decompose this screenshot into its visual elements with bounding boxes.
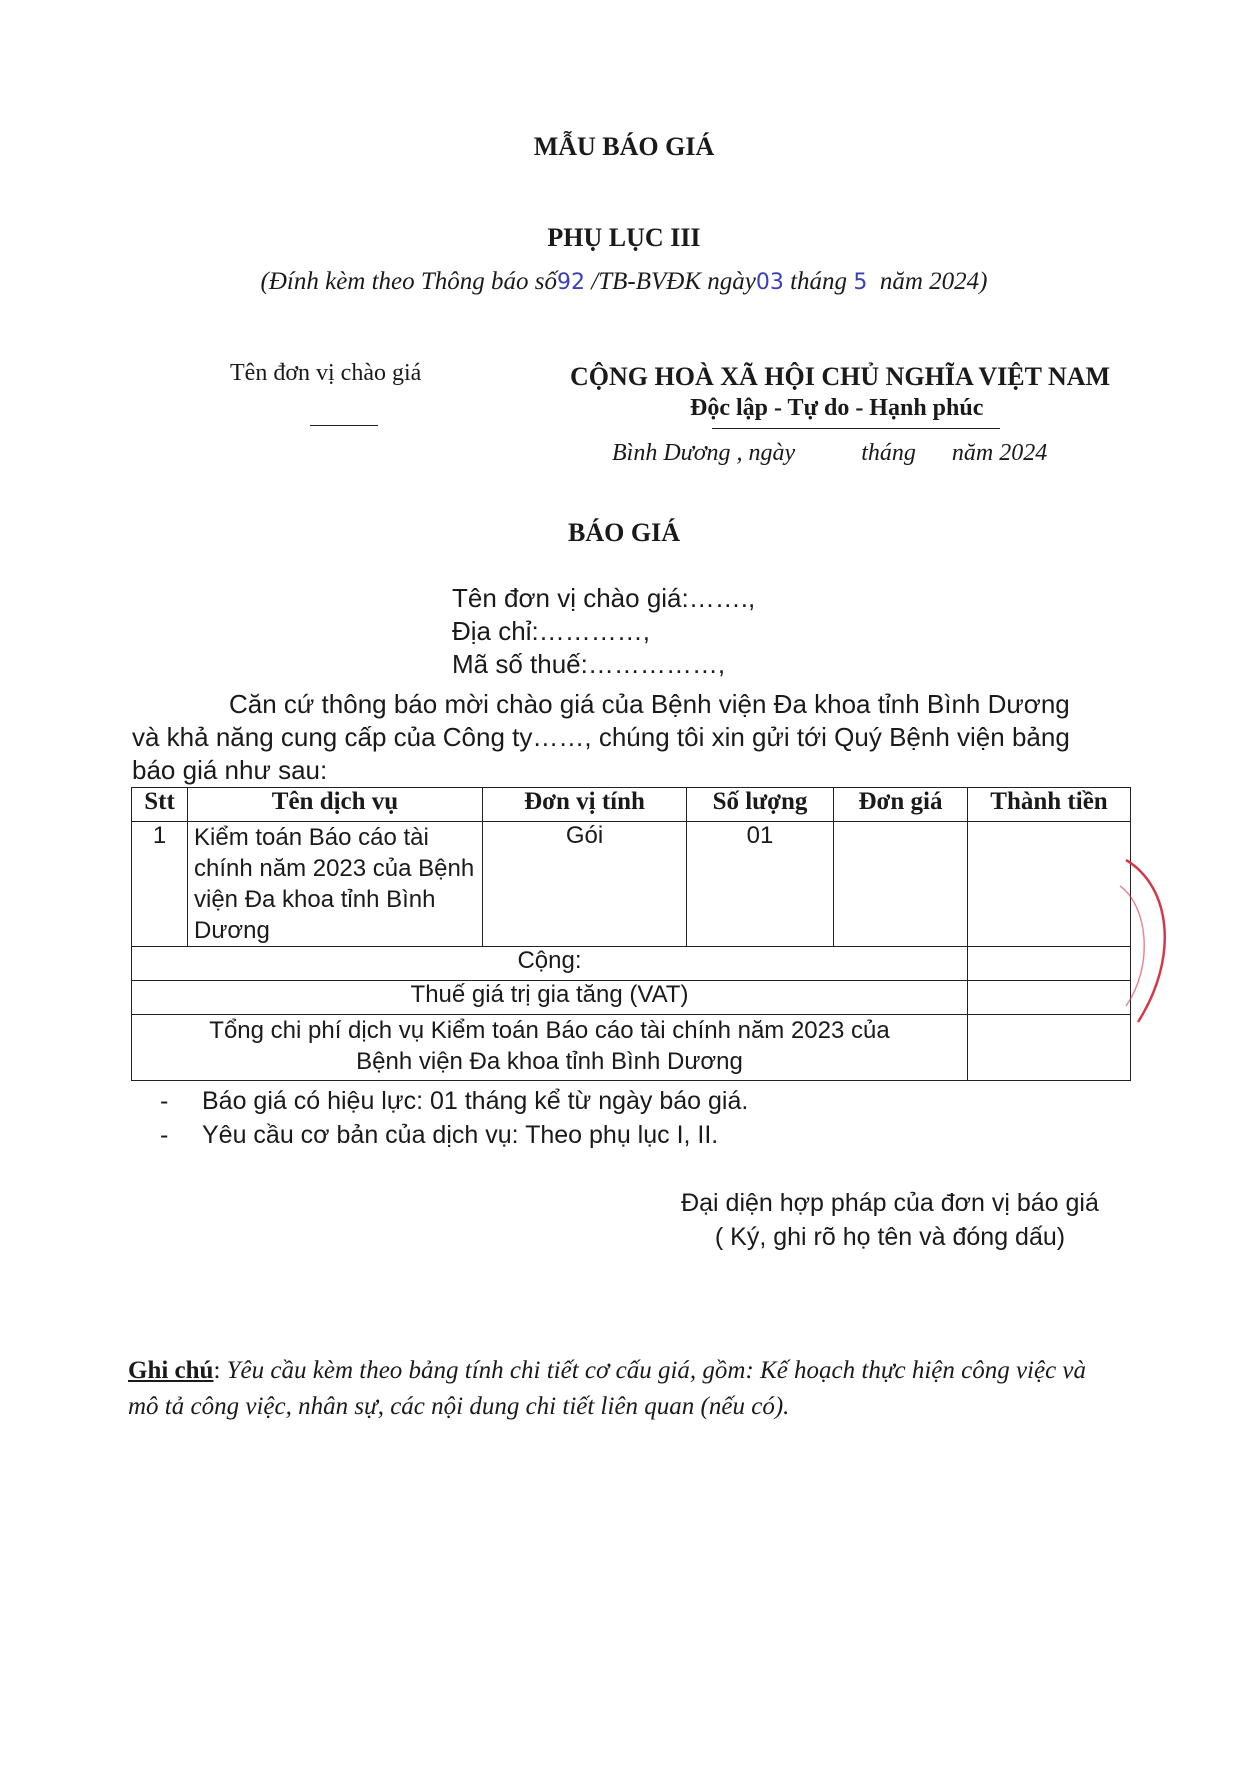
national-motto: Độc lập - Tự do - Hạnh phúc — [690, 395, 984, 421]
grand-total-value — [968, 1015, 1131, 1081]
stamp-mark-icon — [1118, 846, 1182, 1028]
cell-stt: 1 — [132, 822, 188, 947]
national-title: CỘNG HOÀ XÃ HỘI CHỦ NGHĨA VIỆT NAM — [570, 362, 1111, 391]
attachment-reference — [0, 268, 1248, 296]
header-price: Đơn giá — [834, 788, 968, 822]
appendix-title: PHỤ LỤC III — [547, 223, 701, 252]
header-quantity: Số lượng — [687, 788, 834, 822]
attach-year: năm 2024) — [879, 268, 988, 295]
attach-month-label: tháng — [790, 268, 848, 295]
footnote: Ghi chú: Yêu cầu kèm theo bảng tính chi tiết cơ cấu giá, gồm: Kế hoạch thực hiện công việc và mô tả công việc, nhân sự, các nội dung chi tiết liên quan (nếu có). — [128, 1357, 1087, 1420]
table-header-row — [132, 788, 1131, 822]
unit-label: Tên đơn vị chào giá — [230, 360, 422, 386]
cell-price — [834, 822, 968, 947]
quote-table — [131, 787, 1131, 1081]
signature-instruction: ( Ký, ghi rõ họ tên và đóng dấu) — [714, 1223, 1066, 1251]
info-tax-code: Mã số thuế:……………, — [452, 649, 726, 679]
quote-title: BÁO GIÁ — [568, 518, 680, 547]
header-total: Thành tiền — [968, 788, 1131, 822]
table-row — [132, 822, 1131, 947]
header-service: Tên dịch vụ — [188, 788, 483, 822]
note-item — [160, 1087, 748, 1116]
note-item — [160, 1121, 718, 1150]
header-unit: Đơn vị tính — [483, 788, 687, 822]
attach-ref: /TB-BVĐK ngày — [591, 268, 756, 295]
note-text: Yêu cầu cơ bản của dịch vụ: Theo phụ lục I, II. — [202, 1121, 719, 1149]
vat-row — [132, 981, 1131, 1015]
vat-value — [968, 981, 1131, 1015]
attach-prefix: (Đính kèm theo Thông báo số — [260, 268, 558, 295]
attach-number: 92 — [557, 270, 586, 295]
cell-total — [968, 822, 1131, 947]
attach-month: 5 — [853, 270, 868, 295]
grand-total-label: Tổng chi phí dịch vụ Kiểm toán Báo cáo tài chính năm 2023 của Bệnh viện Đa khoa tỉnh Bình Dương — [132, 1015, 968, 1081]
bullet-dash: - — [160, 1121, 169, 1149]
subtotal-value — [968, 947, 1131, 981]
footnote-text: Yêu cầu kèm theo bảng tính chi tiết cơ cấu giá, gồm: Kế hoạch thực hiện công việc và mô tả công việc, nhân sự, các nội dung chi tiết liên quan (nếu có). — [128, 1357, 1087, 1420]
vat-label: Thuế giá trị gia tăng (VAT) — [132, 981, 968, 1015]
document-title: MẪU BÁO GIÁ — [533, 132, 715, 161]
place-date: Bình Dương , ngày tháng năm 2024 — [612, 440, 1048, 466]
intro-paragraph: Căn cứ thông báo mời chào giá của Bệnh viện Đa khoa tỉnh Bình Dương và khả năng cung cấp của Công ty……, chúng tôi xin gửi tới Quý Bệnh viện bảng báo giá như sau: — [132, 689, 1070, 785]
footnote-label: Ghi chú — [128, 1357, 214, 1384]
unit-underline — [310, 425, 378, 426]
grand-total-row — [132, 1015, 1131, 1081]
header-stt: Stt — [132, 788, 188, 822]
info-address: Địa chỉ:…………, — [452, 616, 650, 646]
cell-unit: Gói — [483, 822, 687, 947]
subtotal-row — [132, 947, 1131, 981]
cell-quantity: 01 — [687, 822, 834, 947]
motto-underline — [712, 428, 1000, 429]
cell-service: Kiểm toán Báo cáo tài chính năm 2023 của Bệnh viện Đa khoa tỉnh Bình Dương — [188, 822, 483, 947]
bullet-dash: - — [160, 1087, 169, 1115]
attach-day: 03 — [755, 270, 784, 295]
subtotal-label: Cộng: — [132, 947, 968, 981]
note-text: Báo giá có hiệu lực: 01 tháng kể từ ngày báo giá. — [202, 1087, 749, 1115]
info-unit-name: Tên đơn vị chào giá:……., — [452, 583, 756, 613]
signature-title: Đại diện hợp pháp của đơn vị báo giá — [681, 1189, 1099, 1217]
